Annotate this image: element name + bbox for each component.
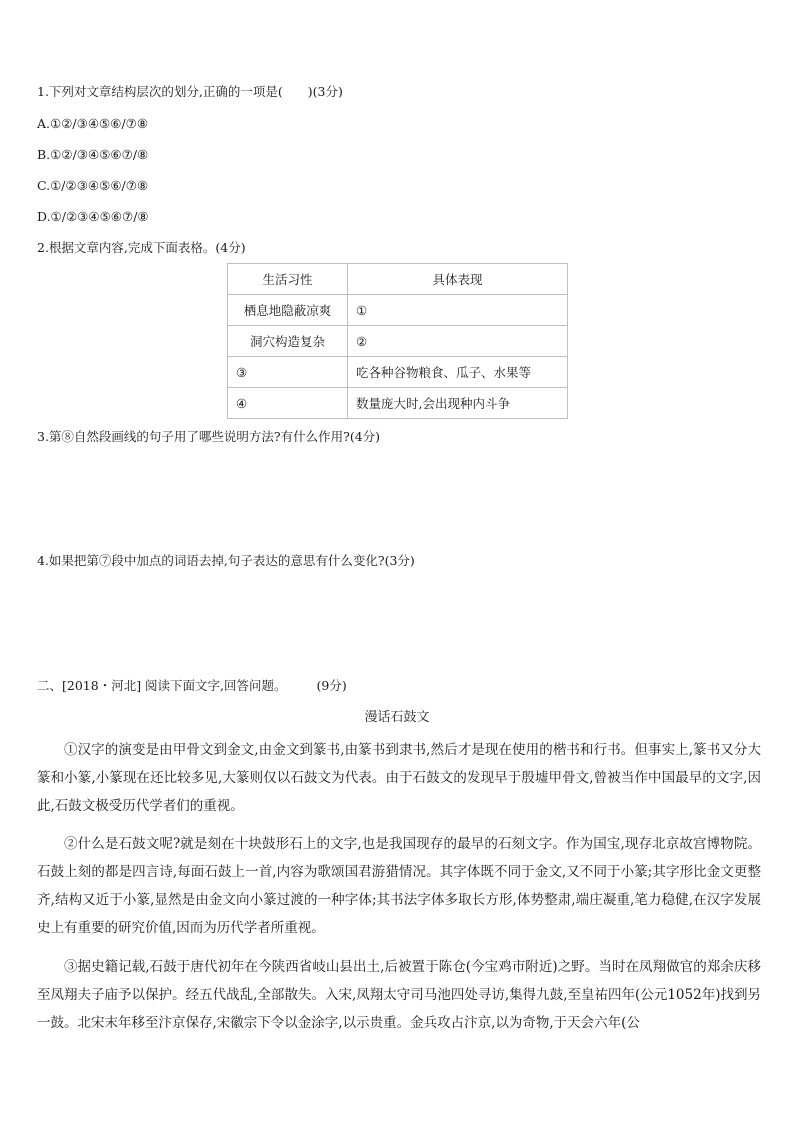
table-cell: ④ — [228, 388, 348, 419]
table-cell: 栖息地隐蔽凉爽 — [228, 295, 348, 326]
question-1-option-b: B.①②/③④⑤⑥⑦/⑧ — [37, 147, 149, 162]
table-cell: 数量庞大时,会出现种内斗争 — [348, 388, 568, 419]
question-1-stem: 1.下列对文章结构层次的划分,正确的一项是( )(3分) — [37, 84, 343, 99]
section-score: (9分) — [316, 678, 347, 693]
table-cell: ② — [348, 326, 568, 357]
question-1-option-a: A.①②/③④⑤⑥/⑦⑧ — [37, 116, 149, 131]
question-1-option-d: D.①/②③④⑤⑥⑦/⑧ — [37, 209, 149, 224]
question-1-option-c: C.①/②③④⑤⑥/⑦⑧ — [37, 178, 149, 193]
table-row — [228, 357, 568, 388]
table-header-cell: 具体表现 — [348, 264, 568, 295]
table-row — [228, 388, 568, 419]
section-heading — [37, 678, 347, 694]
answer-table — [227, 263, 568, 419]
table-cell: 吃各种谷物粮食、瓜子、水果等 — [348, 357, 568, 388]
article-paragraph-2: ②什么是石鼓文呢?就是刻在十块鼓形石上的文字,也是我国现存的最早的石刻文字。作为国宝,现存北京故宫博物院。石鼓上刻的都是四言诗,每面石鼓上一首,内容为歌颂国君游猎情况。其字体既不同于金文,又不同于小篆;其字形比金文更整齐,结构又近于小篆,显然是由金文向小篆过渡的一种字体;其书法字体多取长方形,体势整肃,端庄凝重,笔力稳健,在汉字发展史上有重要的研究价值,因而为历代学者所重视。 — [37, 836, 761, 936]
question-2-stem: 2.根据文章内容,完成下面表格。(4分) — [37, 240, 246, 255]
table-cell: ① — [348, 295, 568, 326]
section-heading-text: 二、[2018・河北] 阅读下面文字,回答问题。 — [37, 678, 287, 693]
table-cell: ③ — [228, 357, 348, 388]
table-row — [228, 295, 568, 326]
table-row — [228, 326, 568, 357]
article-paragraph-3: ③据史籍记载,石鼓于唐代初年在今陕西省岐山县出土,后被置于陈仓(今宝鸡市附近)之野。当时在凤翔做官的郑余庆移至凤翔夫子庙予以保护。经五代战乱,全部散失。入宋,凤翔太守司马池四处寻访,集得九鼓,至皇祐四年(公元1052年)找到另一鼓。北宋末年移至汴京保存,宋徽宗下令以金涂字,以示贵重。金兵攻占汴京,以为奇物,于天会六年(公 — [37, 959, 761, 1031]
question-3-stem: 3.第⑧自然段画线的句子用了哪些说明方法?有什么作用?(4分) — [37, 429, 381, 444]
question-4-stem: 4.如果把第⑦段中加点的词语去掉,句子表达的意思有什么变化?(3分) — [37, 553, 415, 568]
table-cell: 洞穴构造复杂 — [228, 326, 348, 357]
table-header-cell: 生活习性 — [228, 264, 348, 295]
article-title: 漫话石鼓文 — [364, 710, 430, 725]
article-paragraph-1: ①汉字的演变是由甲骨文到金文,由金文到篆书,由篆书到隶书,然后才是现在使用的楷书和行书。但事实上,篆书又分大篆和小篆,小篆现在还比较多见,大篆则仅以石鼓文为代表。由于石鼓文的发现早于殷墟甲骨文,曾被当作中国最早的文字,因此,石鼓文极受历代学者们的重视。 — [37, 742, 761, 814]
table-header-row — [228, 264, 568, 295]
